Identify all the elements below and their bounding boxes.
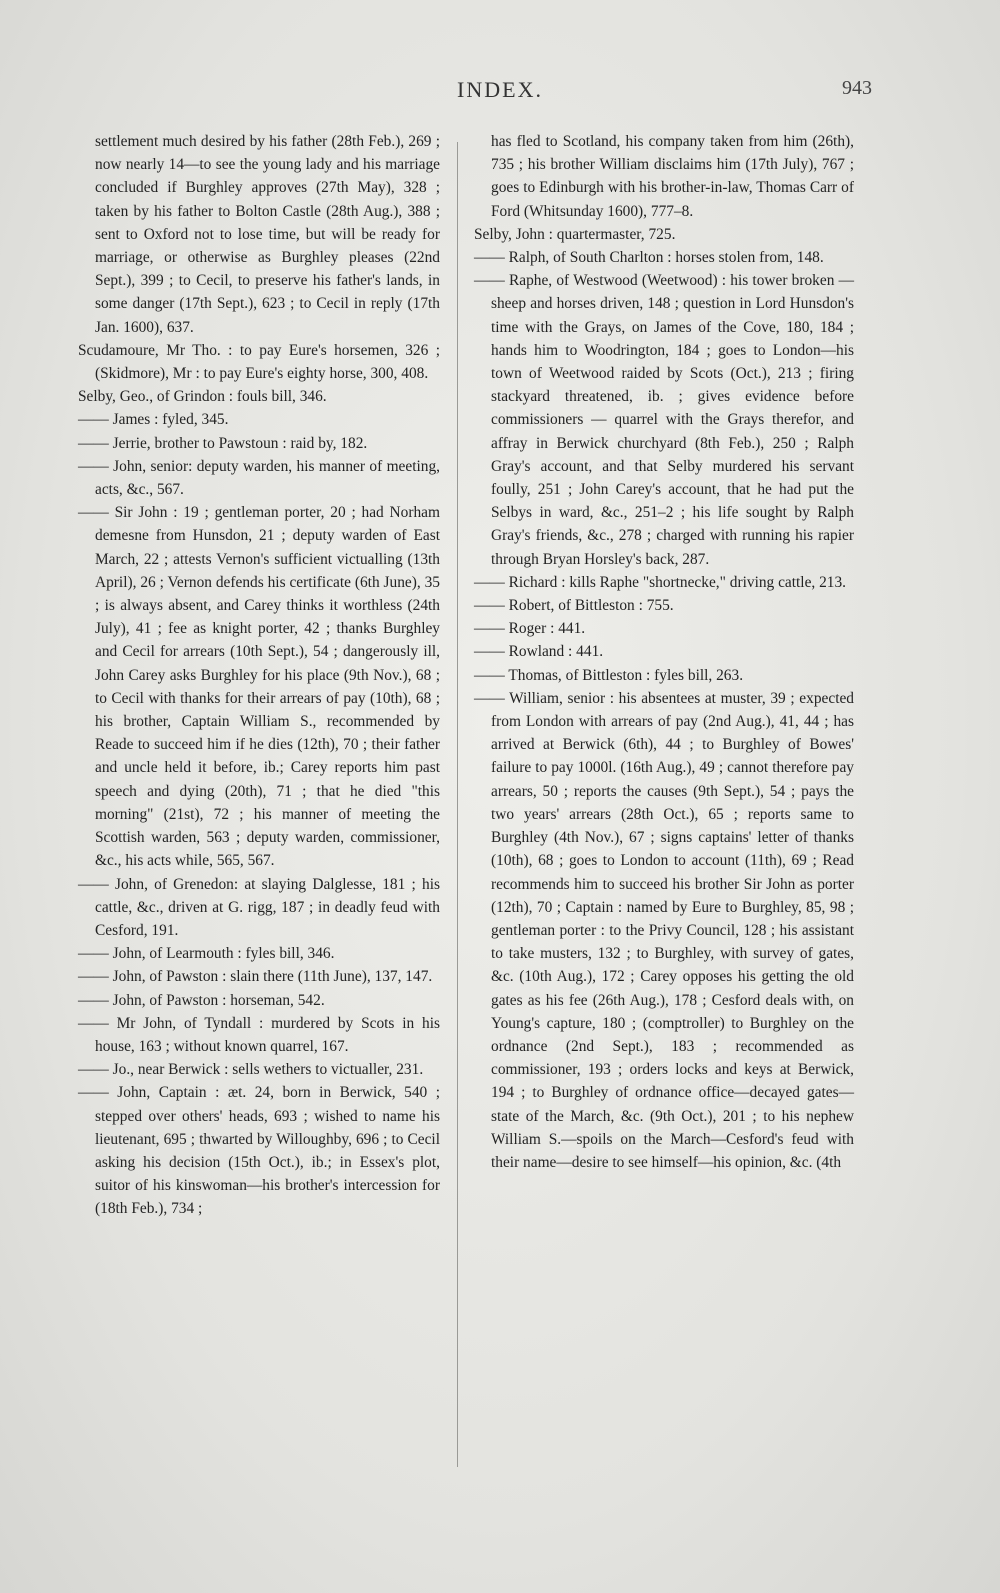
index-entry: —— Ralph, of South Charlton : horses stolen from, 148.	[474, 249, 824, 267]
index-entry: Selby, John : quartermaster, 725.	[474, 225, 676, 243]
index-entry: Scudamoure, Mr Tho. : to pay Eure's horsemen, 326 ; (Skidmore), Mr : to pay Eure's eighty horse, 300, 408.	[78, 341, 440, 383]
index-entry: —— Richard : kills Raphe "shortnecke," driving cattle, 213.	[474, 573, 847, 591]
index-entry: —— John, of Pawston : horseman, 542.	[78, 991, 325, 1009]
index-entry: —— Sir John : 19 ; gentleman porter, 20 ; had Norham demesne from Hunsdon, 21 ; deputy warden of East March, 22 ; attests Vernon's sufficient victualling (13th April), 26 ; Vernon defends his certificate (6th June), 35 ; is always absent, and Carey thinks it worthless (24th July), 41 ; fee as knight porter, 42 ; thanks Burghley and Cecil for arrears (10th Sept.), 54 ; dangerously ill, John Carey asks Burghley for his place (9th Nov.), 68 ; to Cecil with thanks for their arrears of pay (10th), 68 ; his brother, Captain William S., recommended by Reade to succeed him if he dies (12th), 70 ; their father and uncle held it before, ib.; Carey reports him past speech and dying (20th), 71 ; that he died "this morning" (21st), 72 ; his manner of meeting the Scottish warden, 563 ; deputy warden, commissioner, &c., his acts while, 565, 567.	[78, 504, 440, 870]
index-entry: has fled to Scotland, his company taken from him (26th), 735 ; his brother William disclaims him (17th July), 767 ; goes to Edinburgh with his brother-in-law, Thomas Carr of Ford (Whitsunday 1600), 777–8.	[491, 133, 854, 220]
index-entry: —— John, Captain : æt. 24, born in Berwick, 540 ; stepped over others' heads, 693 ; wished to name his lieutenant, 695 ; thwarted by Willoughby, 696 ; to Cecil asking his decision (15th Oct.), ib.; in Essex's plot, suitor of his kinswoman—his brother's intercession for (18th Feb.), 734 ;	[78, 1084, 440, 1218]
index-entry: —— Roger : 441.	[474, 620, 586, 638]
index-entry: —— Raphe, of Westwood (Weetwood) : his tower broken — sheep and horses driven, 148 ; question in Lord Hunsdon's time with the Grays, on James of the Cove, 180, 184 ; hands him to Woodrington, 184 ; goes to London—his town of Weetwood raided by Scots (Oct.), 213 ; firing stackyard threatened, ib. ; gives evidence before commissioners — quarrel with the Grays therefor, and affray in Berwick churchyard (8th Feb.), 250 ; Ralph Gray's account, and that Selby murdered his servant foully, 251 ; John Carey's account, that he had put the Selbys in ward, &c., 251–2 ; his life sought by Ralph Gray's friends, &c., 278 ; charged with running his rapier through Bryan Horsley's back, 287.	[474, 272, 854, 568]
page-number: 943	[842, 77, 872, 99]
index-entry: —— Thomas, of Bittleston : fyles bill, 263.	[474, 666, 744, 684]
index-entry: —— James : fyled, 345.	[78, 411, 229, 429]
index-column-left	[78, 130, 440, 1221]
index-entry: —— Rowland : 441.	[474, 643, 604, 661]
index-entry: Selby, Geo., of Grindon : fouls bill, 346.	[78, 388, 327, 406]
index-entry: —— Robert, of Bittleston : 755.	[474, 597, 674, 615]
index-entry: —— Jerrie, brother to Pawstoun : raid by, 182.	[78, 434, 368, 452]
index-column-right	[474, 130, 854, 1174]
index-entry: —— John, of Grenedon: at slaying Dalglesse, 181 ; his cattle, &c., driven at G. rigg, 187 ; in deadly feud with Cesford, 191.	[78, 875, 440, 939]
index-entry: —— William, senior : his absentees at muster, 39 ; expected from London with arrears of pay (2nd Aug.), 41, 44 ; has arrived at Berwick (6th), 44 ; to Burghley of Bowes' failure to pay 1000l. (16th Aug.), 49 ; cannot therefore pay arrears, 50 ; reports the causes (9th Sept.), 54 ; pays the two years' arrears (28th Oct.), 65 ; reports same to Burghley (4th Nov.), 67 ; signs captains' letter of thanks (10th), 68 ; goes to London to account (11th), 69 ; Read recommends him to succeed his brother Sir John as porter (12th), 70 ; Captain : named by Eure to Burghley, 85, 98 ; gentleman porter : to the Privy Council, 128 ; his assistant to take musters, 132 ; to Burghley, with survey of gates, &c. (10th Aug.), 172 ; Carey opposes his getting the old gates as his fee (26th Aug.), 178 ; Cesford deals with, on Young's capture, 180 ; (comptroller) to Burghley on the ordnance (2nd Sept.), 183 ; recommended as commissioner, 193 ; orders locks and keys at Berwick, 194 ; to Burghley of ordnance office—decayed gates—state of the March, &c. (9th Oct.), 201 ; to his nephew William S.—spoils on the March—Cesford's feud with their name—desire to see himself—his opinion, &c. (4th	[474, 689, 854, 1171]
page-header-title: INDEX.	[457, 77, 543, 102]
index-entry: —— Mr John, of Tyndall : murdered by Scots in his house, 163 ; without known quarrel, 167.	[78, 1014, 440, 1055]
index-entry: —— John, of Pawston : slain there (11th June), 137, 147.	[78, 968, 433, 986]
index-entry: —— John, senior: deputy warden, his manner of meeting, acts, &c., 567.	[78, 457, 440, 499]
index-entry: settlement much desired by his father (28th Feb.), 269 ; now nearly 14—to see the young lady and his marriage concluded if Burghley approves (27th May), 328 ; taken by his father to Bolton Castle (28th Aug.), 388 ; sent to Oxford not to lose time, but will be ready for marriage, or otherwise as Burghley pleases (22nd Sept.), 399 ; to Cecil, to preserve his father's lands, in some danger (17th Sept.), 623 ; to Cecil in reply (17th Jan. 1600), 637.	[95, 133, 440, 336]
index-entry: —— John, of Learmouth : fyles bill, 346.	[78, 945, 335, 963]
column-divider	[457, 142, 458, 1467]
index-entry: —— Jo., near Berwick : sells wethers to victualler, 231.	[78, 1061, 424, 1079]
